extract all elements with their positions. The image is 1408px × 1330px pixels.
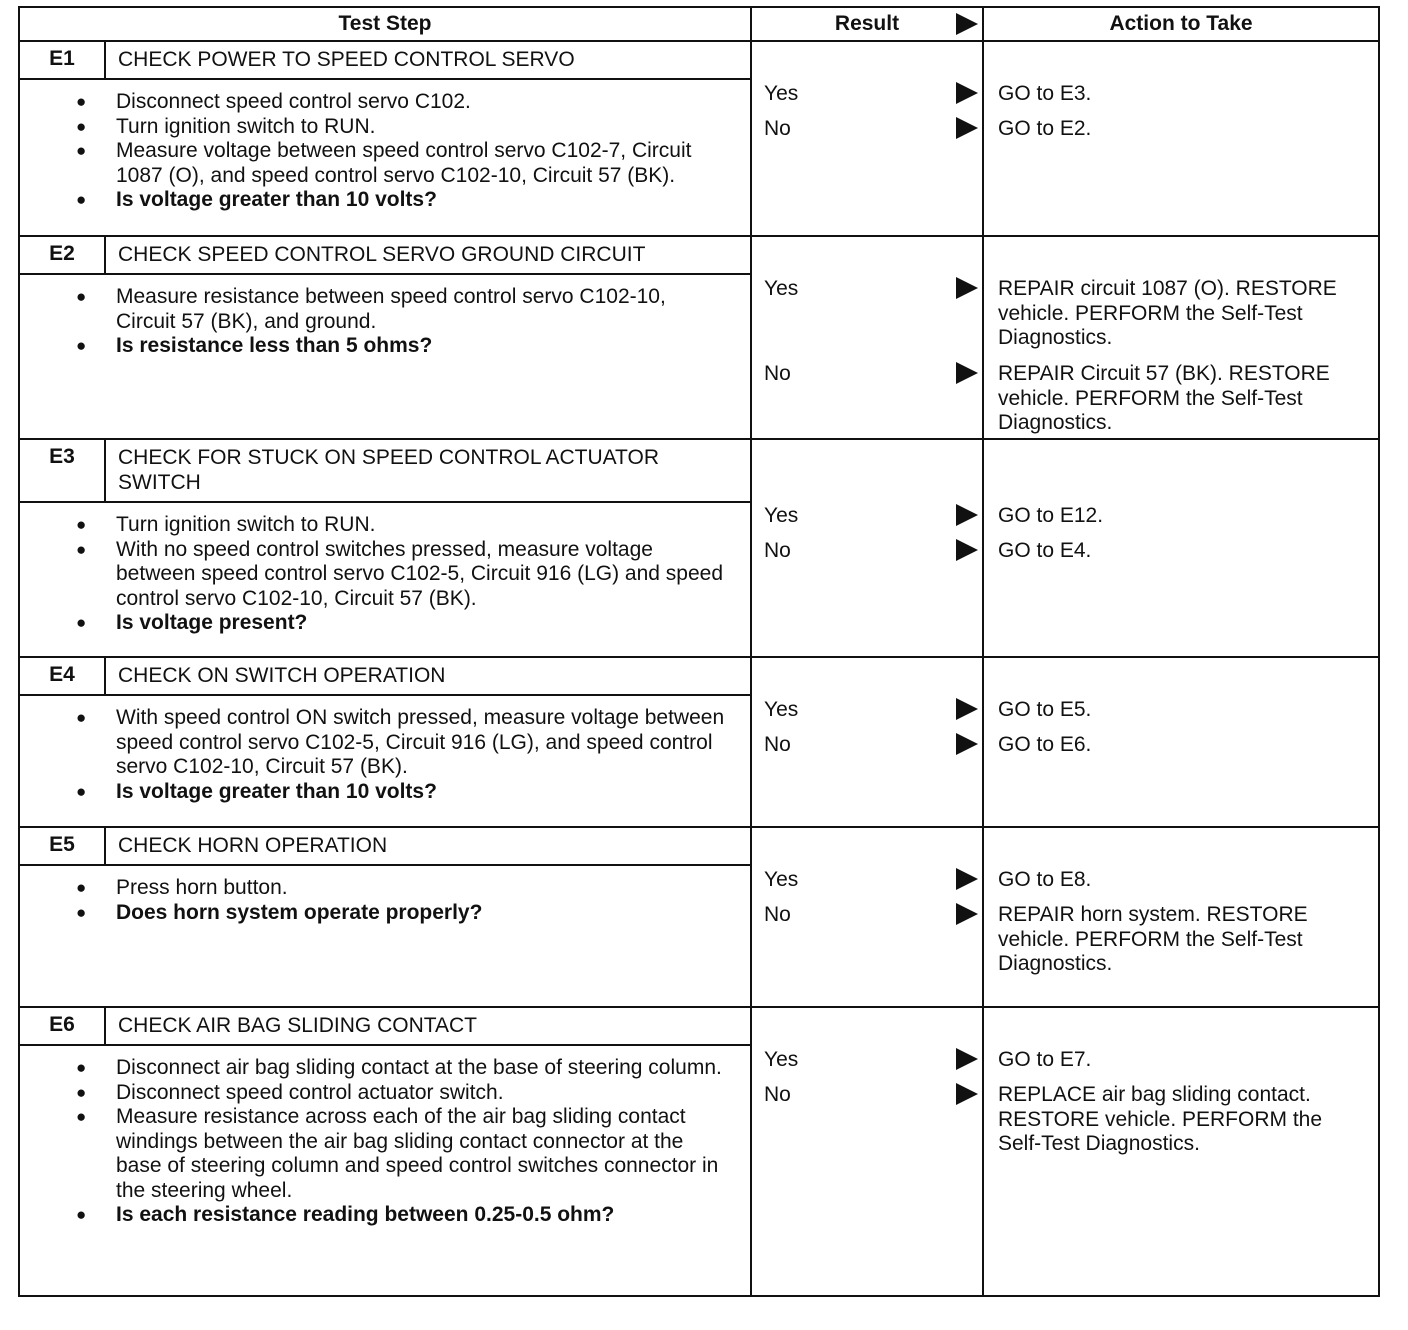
step-bullets [20,80,750,219]
bullet-item: ● Turn ignition switch to RUN. [116,115,730,140]
step-question: ● Is each resistance reading between 0.25-0.5 ohm? [116,1203,730,1228]
result-yes-label: Yes [764,1048,799,1071]
bullet-item: ● Disconnect speed control actuator switch. [116,1081,730,1106]
step-header [20,42,750,80]
result-yes-label: Yes [764,868,799,891]
result-cell [751,41,983,236]
result-no [752,1083,982,1118]
arrow-right-icon [956,733,978,755]
result-no [752,539,982,574]
arrow-right-icon [956,117,978,139]
action-cell [983,1007,1378,1295]
no-action: REPAIR Circuit 57 (BK). RESTORE vehicle. PERFORM the Self-Test Diagnostics. [998,362,1330,434]
yes-action: GO to E8. [998,868,1092,891]
step-title: CHECK AIR BAG SLIDING CONTACT [118,1014,477,1037]
result-cell [751,827,983,1007]
result-yes [752,504,982,539]
arrow-right-icon [956,1083,978,1105]
step-id: E6 [20,1008,106,1044]
result-no [752,903,982,938]
diagnostic-table-sheet [18,6,1380,1297]
yes-action: GO to E5. [998,698,1092,721]
result-yes [752,868,982,903]
result-no [752,733,982,768]
bullet-item: ● Measure resistance across each of the air bag sliding contact windings between the air bag sliding contact connector at the base of steering column and speed control switches connector in the steering wheel. [116,1105,730,1203]
arrow-right-icon [956,698,978,720]
result-header-label: Result [834,12,900,35]
step-id: E5 [20,828,106,864]
step-question: ● Is resistance less than 5 ohms? [116,334,730,359]
step-row-e2 [20,236,1378,439]
result-cell [751,657,983,827]
step-bullets [20,696,750,810]
step-bullets [20,866,750,931]
result-yes [752,277,982,362]
bullet-item: ● With no speed control switches pressed, measure voltage between speed control servo C102-5, Circuit 916 (LG) and speed control servo C102-10, Circuit 57 (BK). [116,538,730,612]
step-row-e6 [20,1007,1378,1295]
result-no-label: No [764,117,791,140]
step-id: E2 [20,237,106,273]
result-yes-label: Yes [764,82,799,105]
test-step-cell [20,439,751,657]
arrow-right-icon [956,868,978,890]
result-header [751,8,983,41]
result-no-label: No [764,1083,791,1106]
action-cell [983,657,1378,827]
step-row-e1 [20,41,1378,236]
result-no-label: No [764,733,791,756]
yes-action: GO to E7. [998,1048,1092,1071]
step-bullets [20,1046,750,1234]
no-action: GO to E6. [998,733,1092,756]
bullet-item: ● Disconnect speed control servo C102. [116,90,730,115]
step-title: CHECK SPEED CONTROL SERVO GROUND CIRCUIT [118,243,646,266]
test-step-cell [20,827,751,1007]
diagnostic-table [20,8,1378,1295]
no-action: REPAIR horn system. RESTORE vehicle. PERFORM the Self-Test Diagnostics. [998,903,1308,975]
test-step-header: Test Step [20,8,751,41]
arrow-right-icon [956,539,978,561]
result-yes [752,1048,982,1083]
arrow-right-icon [956,277,978,299]
arrow-right-icon [956,504,978,526]
result-no-label: No [764,903,791,926]
action-cell [983,827,1378,1007]
result-no-label: No [764,539,791,562]
step-question: ● Is voltage greater than 10 volts? [116,780,730,805]
action-cell [983,41,1378,236]
step-id: E4 [20,658,106,694]
action-header: Action to Take [983,8,1378,41]
test-step-cell [20,1007,751,1295]
result-cell [751,236,983,439]
result-no [752,362,982,397]
step-question: ● Does horn system operate properly? [116,901,730,926]
bullet-item: ● Press horn button. [116,876,730,901]
no-action: GO to E2. [998,117,1092,140]
step-title: CHECK FOR STUCK ON SPEED CONTROL ACTUATOR SWITCH [118,446,660,494]
test-step-cell [20,236,751,439]
arrow-right-icon [956,362,978,384]
arrow-right-icon [956,903,978,925]
step-header [20,658,750,696]
step-row-e3 [20,439,1378,657]
arrow-right-icon [956,13,978,41]
step-title: CHECK POWER TO SPEED CONTROL SERVO [118,48,575,71]
step-question: ● Is voltage present? [116,611,730,636]
yes-action: REPAIR circuit 1087 (O). RESTORE vehicle. PERFORM the Self-Test Diagnostics. [998,277,1337,349]
step-header [20,237,750,275]
step-bullets [20,503,750,642]
bullet-item: ● With speed control ON switch pressed, measure voltage between speed control servo C102-5, Circuit 916 (LG), and speed control servo C102-10, Circuit 57 (BK). [116,706,730,780]
result-cell [751,439,983,657]
step-bullets [20,275,750,365]
result-cell [751,1007,983,1295]
step-header [20,440,750,503]
no-action: REPLACE air bag sliding contact. RESTORE vehicle. PERFORM the Self-Test Diagnostics. [998,1083,1323,1155]
step-question: ● Is voltage greater than 10 volts? [116,188,730,213]
action-cell [983,439,1378,657]
table-header-row [20,8,1378,41]
no-action: GO to E4. [998,539,1092,562]
bullet-item: ● Measure resistance between speed control servo C102-10, Circuit 57 (BK), and ground. [116,285,730,334]
yes-action: GO to E12. [998,504,1104,527]
yes-action: GO to E3. [998,82,1092,105]
test-step-cell [20,41,751,236]
step-title: CHECK ON SWITCH OPERATION [118,664,446,687]
result-yes-label: Yes [764,698,799,721]
arrow-right-icon [956,1048,978,1070]
result-no-label: No [764,362,791,385]
bullet-item: ● Measure voltage between speed control servo C102-7, Circuit 1087 (O), and speed control servo C102-10, Circuit 57 (BK). [116,139,730,188]
result-yes-label: Yes [764,277,799,300]
step-row-e4 [20,657,1378,827]
step-header [20,828,750,866]
step-header [20,1008,750,1046]
step-id: E3 [20,440,106,501]
result-yes [752,698,982,733]
action-cell [983,236,1378,439]
result-yes-label: Yes [764,504,799,527]
test-step-cell [20,657,751,827]
step-title: CHECK HORN OPERATION [118,834,388,857]
bullet-item: ● Turn ignition switch to RUN. [116,513,730,538]
result-yes [752,82,982,117]
bullet-item: ● Disconnect air bag sliding contact at the base of steering column. [116,1056,730,1081]
result-no [752,117,982,152]
step-row-e5 [20,827,1378,1007]
arrow-right-icon [956,82,978,104]
step-id: E1 [20,42,106,78]
